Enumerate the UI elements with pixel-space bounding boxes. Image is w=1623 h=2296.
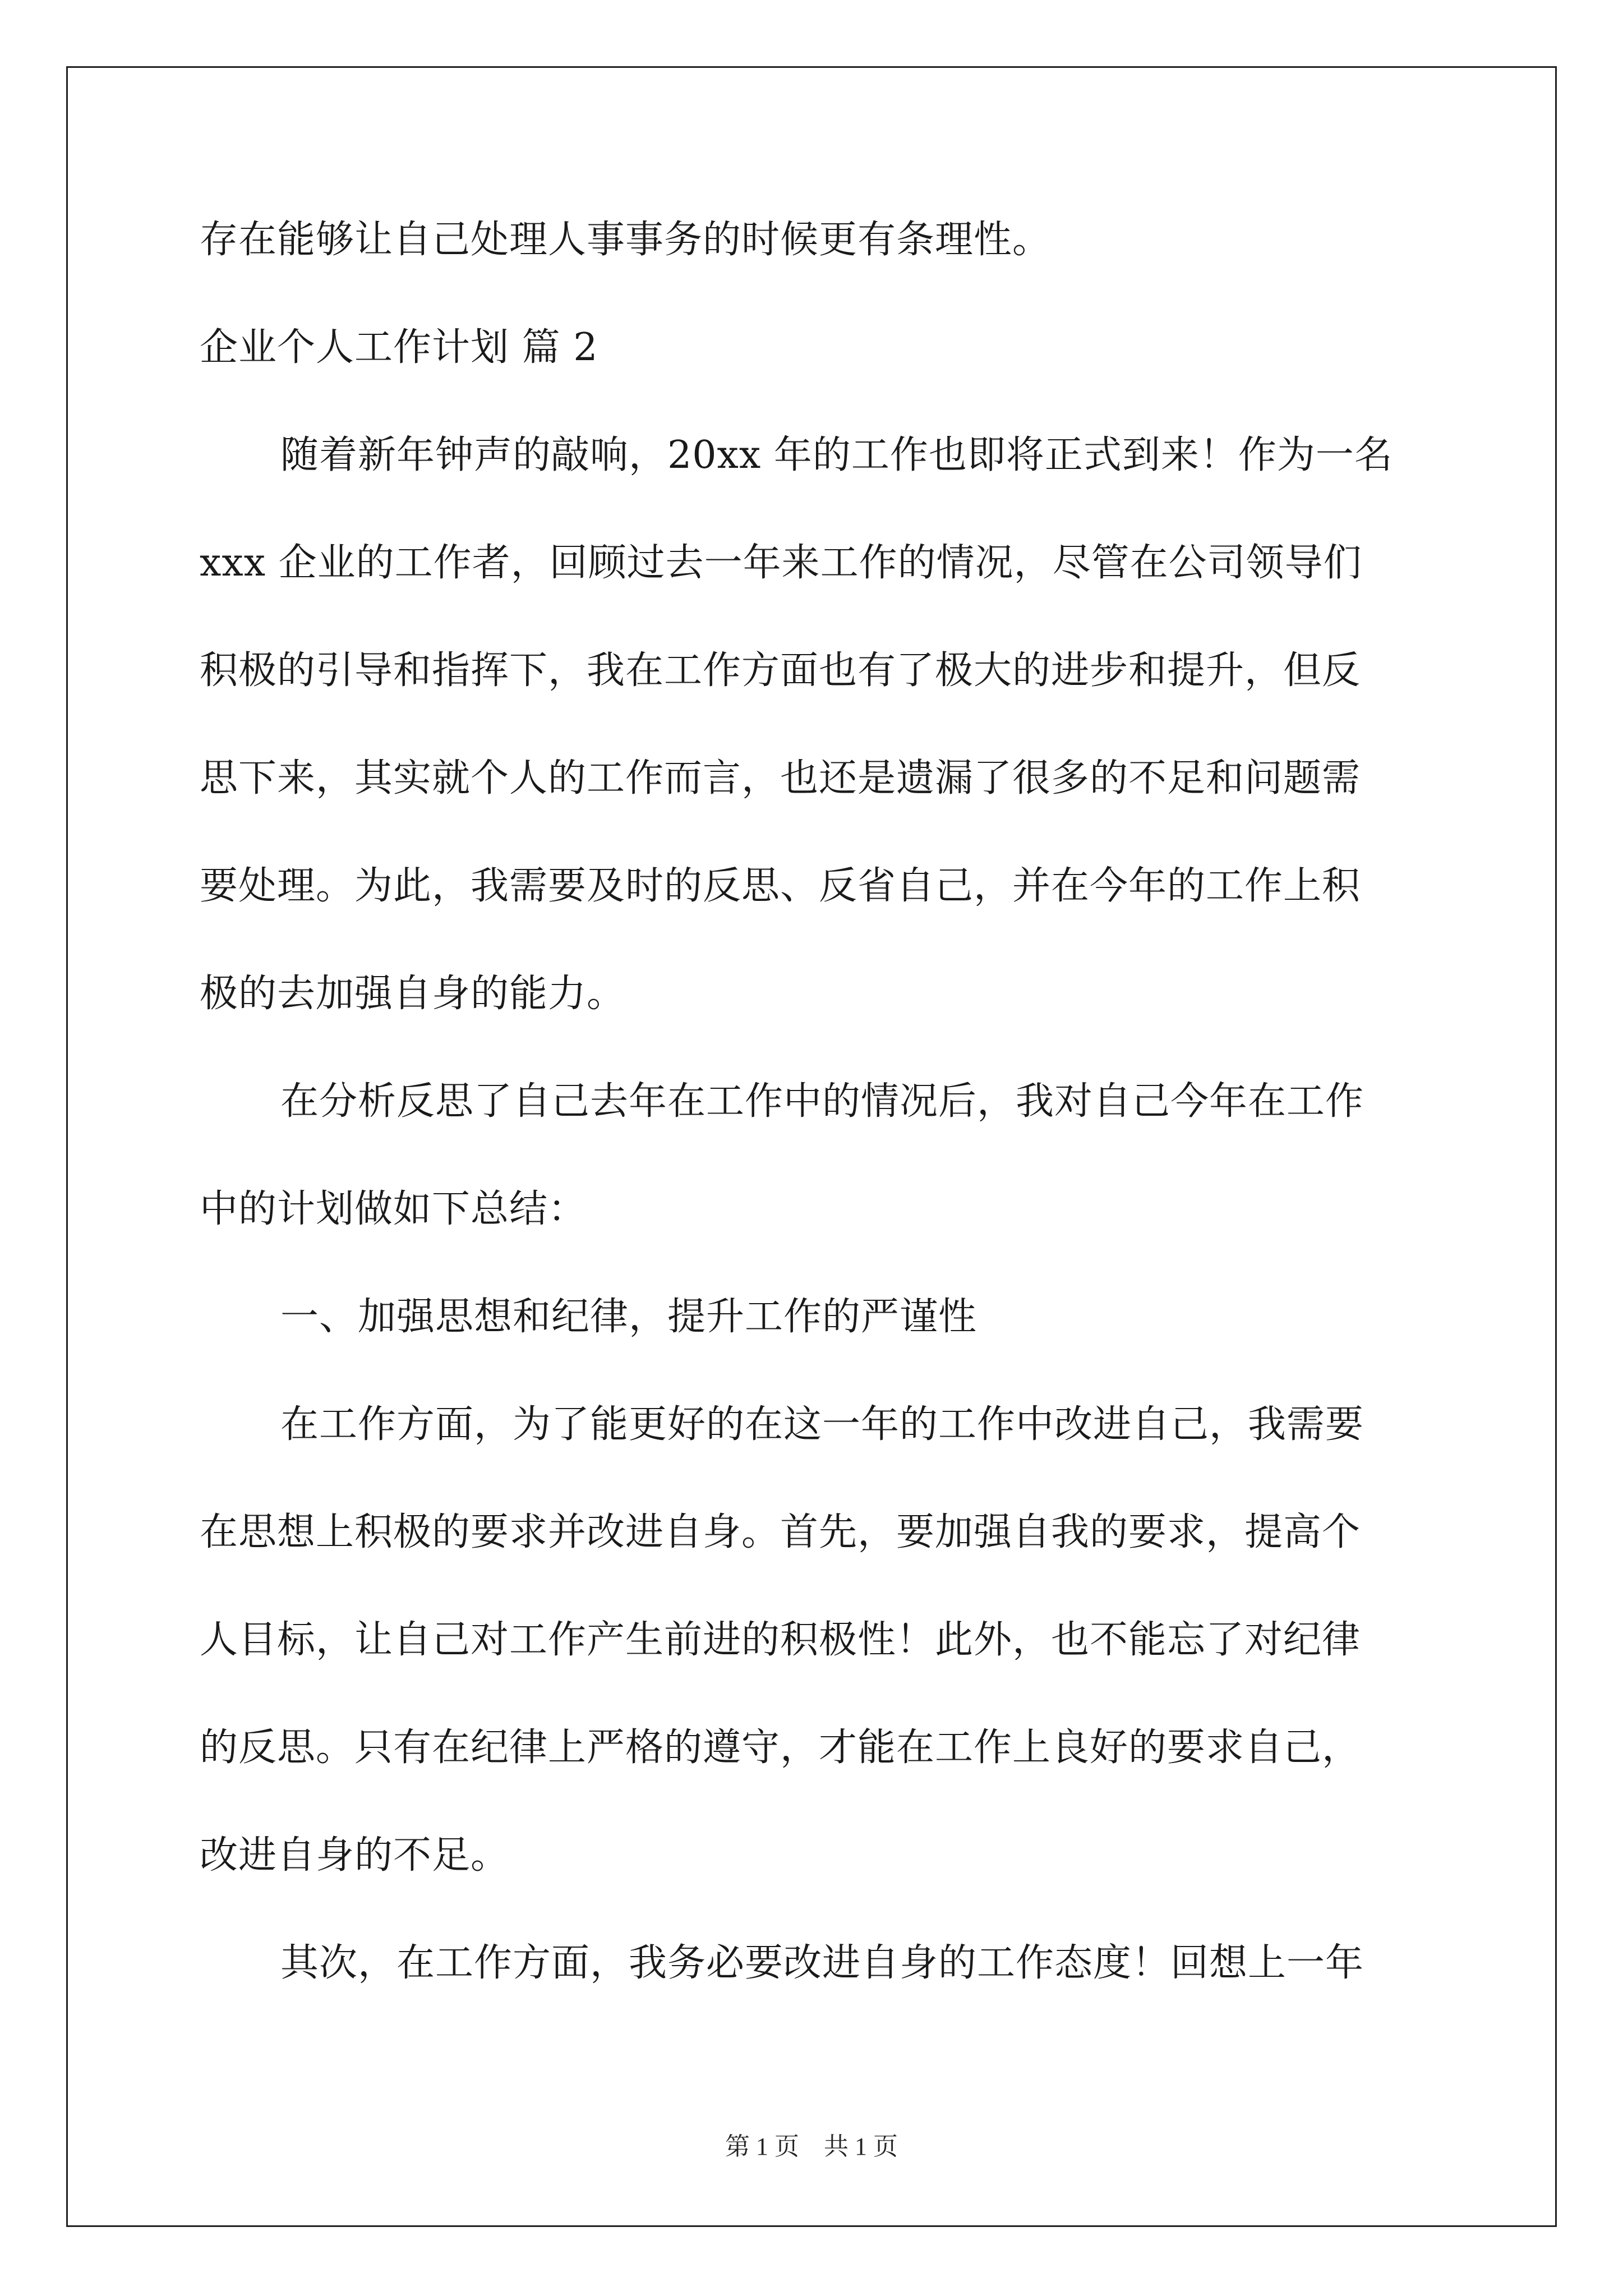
paragraph-line: 改进自身的不足。 (200, 1833, 510, 1878)
paragraph-line: 随着新年钟声的敲响，20xx 年的工作也即将正式到来！作为一名 (280, 433, 1393, 477)
paragraph-line: xxx 企业的工作者，回顾过去一年来工作的情况，尽管在公司领导们 (200, 541, 1362, 585)
page-border (66, 66, 1557, 2227)
paragraph-line: 的反思。只有在纪律上严格的遵守，才能在工作上良好的要求自己， (200, 1726, 1361, 1770)
section-heading: 企业个人工作计划 篇 2 (200, 325, 598, 370)
subheading: 一、加强思想和纪律，提升工作的严谨性 (280, 1295, 978, 1339)
paragraph-line: 在思想上积极的要求并改进自身。首先，要加强自我的要求，提高个 (200, 1510, 1361, 1554)
paragraph-line: 在分析反思了自己去年在工作中的情况后，我对自己今年在工作 (280, 1079, 1364, 1124)
paragraph-line: 人目标，让自己对工作产生前进的积极性！此外，也不能忘了对纪律 (200, 1618, 1361, 1662)
paragraph-line: 存在能够让自己处理人事事务的时候更有条理性。 (200, 218, 1052, 262)
paragraph-line: 极的去加强自身的能力。 (200, 972, 626, 1016)
paragraph-line: 要处理。为此，我需要及时的反思、反省自己，并在今年的工作上积 (200, 864, 1361, 908)
paragraph-line: 思下来，其实就个人的工作而言，也还是遗漏了很多的不足和问题需 (200, 756, 1361, 800)
page-footer: 第 1 页 共 1 页 (725, 2133, 898, 2160)
paragraph-line: 其次，在工作方面，我务必要改进自身的工作态度！回想上一年 (280, 1941, 1364, 1985)
paragraph-line: 中的计划做如下总结： (200, 1187, 587, 1231)
paragraph-line: 积极的引导和指挥下，我在工作方面也有了极大的进步和提升，但反 (200, 648, 1361, 693)
paragraph-line: 在工作方面，为了能更好的在这一年的工作中改进自己，我需要 (280, 1402, 1364, 1447)
